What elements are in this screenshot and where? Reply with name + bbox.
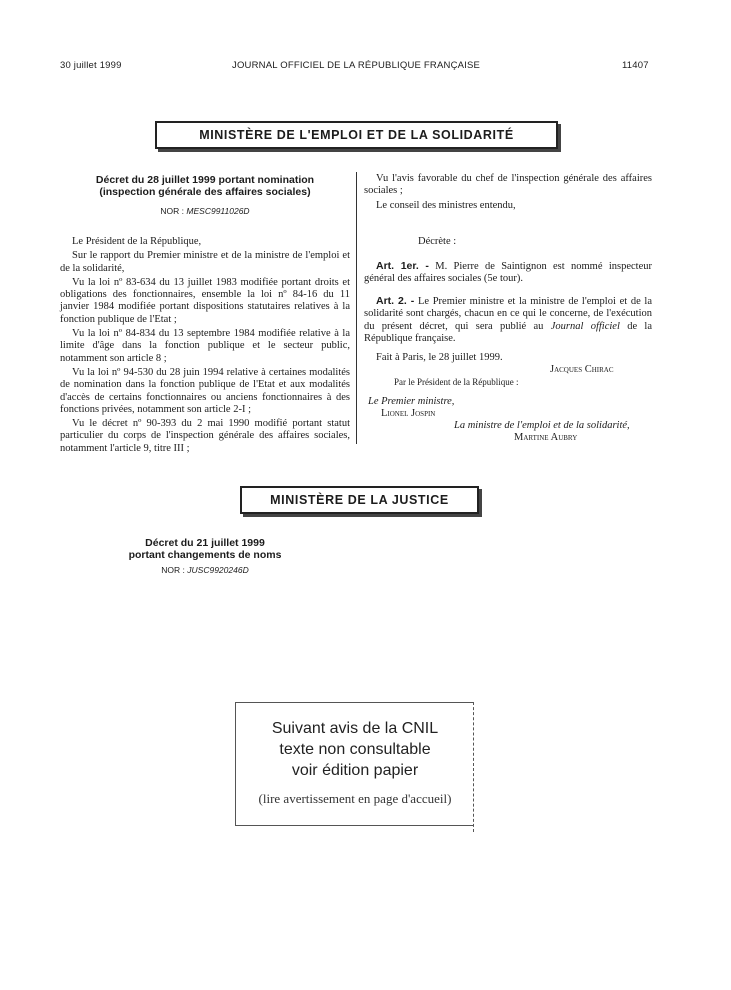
nor-label: NOR : [161,565,185,575]
paragraph: Vu l'avis favorable du chef de l'inspection générale des affaires sociales ; [364,173,652,197]
column-divider [356,172,357,444]
article-1-label: Art. 1er. - [376,260,429,272]
article-2 [364,295,652,347]
paragraph: Vu le décret nº 90-393 du 2 mai 1990 modifié portant statut particulier du corps de l'inspection générale des affaires sociales, notamment l'article 9, titre III ; [60,418,350,454]
paragraph: Sur le rapport du Premier ministre et de la ministre de l'emploi et de la solidarité, [60,250,350,274]
nor-reference-2 [60,565,350,575]
decree-right-column [364,173,652,214]
article-1-text: M. Pierre de Saintignon est nommé inspecteur général des affaires sociales (5e tour). [364,261,652,285]
paragraph: Le Président de la République, [72,236,202,247]
article-2-text-b: de la République française. [364,320,653,344]
notice-line4: (lire avertissement en page d'accueil) [258,791,452,806]
decree-title-2-line1: Décret du 21 juillet 1999 [145,537,265,549]
decree-title-2 [60,537,350,561]
nor-reference [60,206,350,216]
decree-title-line1: Décret du 28 juillet 1999 portant nomination [95,174,315,186]
journal-title: JOURNAL OFFICIEL DE LA RÉPUBLIQUE FRANÇAISE [232,60,481,71]
ministre-name: Martine Aubry [514,432,578,443]
paragraph: Vu la loi nº 84-834 du 13 septembre 1984 modifiée relative à la limite d'âge dans la fonction publique et le secteur public, notamment son article 8 ; [60,328,350,364]
nor-code: JUSC9920246D [187,565,249,575]
paragraph: Vu la loi nº 83-634 du 13 juillet 1983 modifiée portant droits et obligations des fonctionnaires, ensemble la loi nº 84-16 du 11 janvier 1984 modifiée portant dispositions statutaires relatives à la fonction publique de l'Etat ; [60,276,350,325]
article-2-journal: Journal officiel [550,320,620,332]
decree-title-2-line2: portant changements de noms [128,549,282,561]
paragraph: Vu la loi nº 94-530 du 28 juin 1994 relative à certaines modalités de nomination dans la fonction publique de l'Etat et aux modalités d'accès de certains fonctionnaires ou anciens fonctionnaires à des fonctions privées, notamment son article 2-I ; [60,366,350,415]
ministre-title: La ministre de l'emploi et de la solidarité, [454,420,630,431]
article-1 [364,260,652,288]
premier-ministre-name: Lionel Jospin [381,408,436,419]
decree-left-column [60,236,350,457]
notice-line1: Suivant avis de la CNIL [271,720,439,737]
article-2-text-a: Le Premier ministre et la ministre de l'emploi et de la solidarité sont chargés, chacun en ce qui le concerne, de l'exécution du présent décret, qui sera publié au [364,296,652,332]
decree-title-line2: (inspection générale des affaires sociales) [99,186,311,198]
fait-a-paris: Fait à Paris, le 28 juillet 1999. [376,352,503,363]
decree-title [60,174,350,198]
page-number: 11407 [622,60,649,71]
paragraph: Le conseil des ministres entendu, [376,199,516,211]
ministry-emploi-heading: MINISTÈRE DE L'EMPLOI ET DE LA SOLIDARITÉ [155,121,558,149]
header-date: 30 juillet 1999 [60,60,122,71]
ministry-justice-heading: MINISTÈRE DE LA JUSTICE [240,486,479,514]
cnil-notice-text [235,718,475,781]
article-2-label: Art. 2. - [376,295,415,307]
notice-line3: voir édition papier [291,762,419,779]
decrete-label: Décrète : [418,236,457,247]
nor-label: NOR : [160,206,185,216]
premier-ministre-title: Le Premier ministre, [368,396,455,407]
nor-code: MESC9911026D [186,206,250,216]
signer-president: Jacques Chirac [550,364,614,375]
notice-line2: texte non consultable [279,741,431,758]
par-le-president: Par le Président de la République : [394,377,519,387]
